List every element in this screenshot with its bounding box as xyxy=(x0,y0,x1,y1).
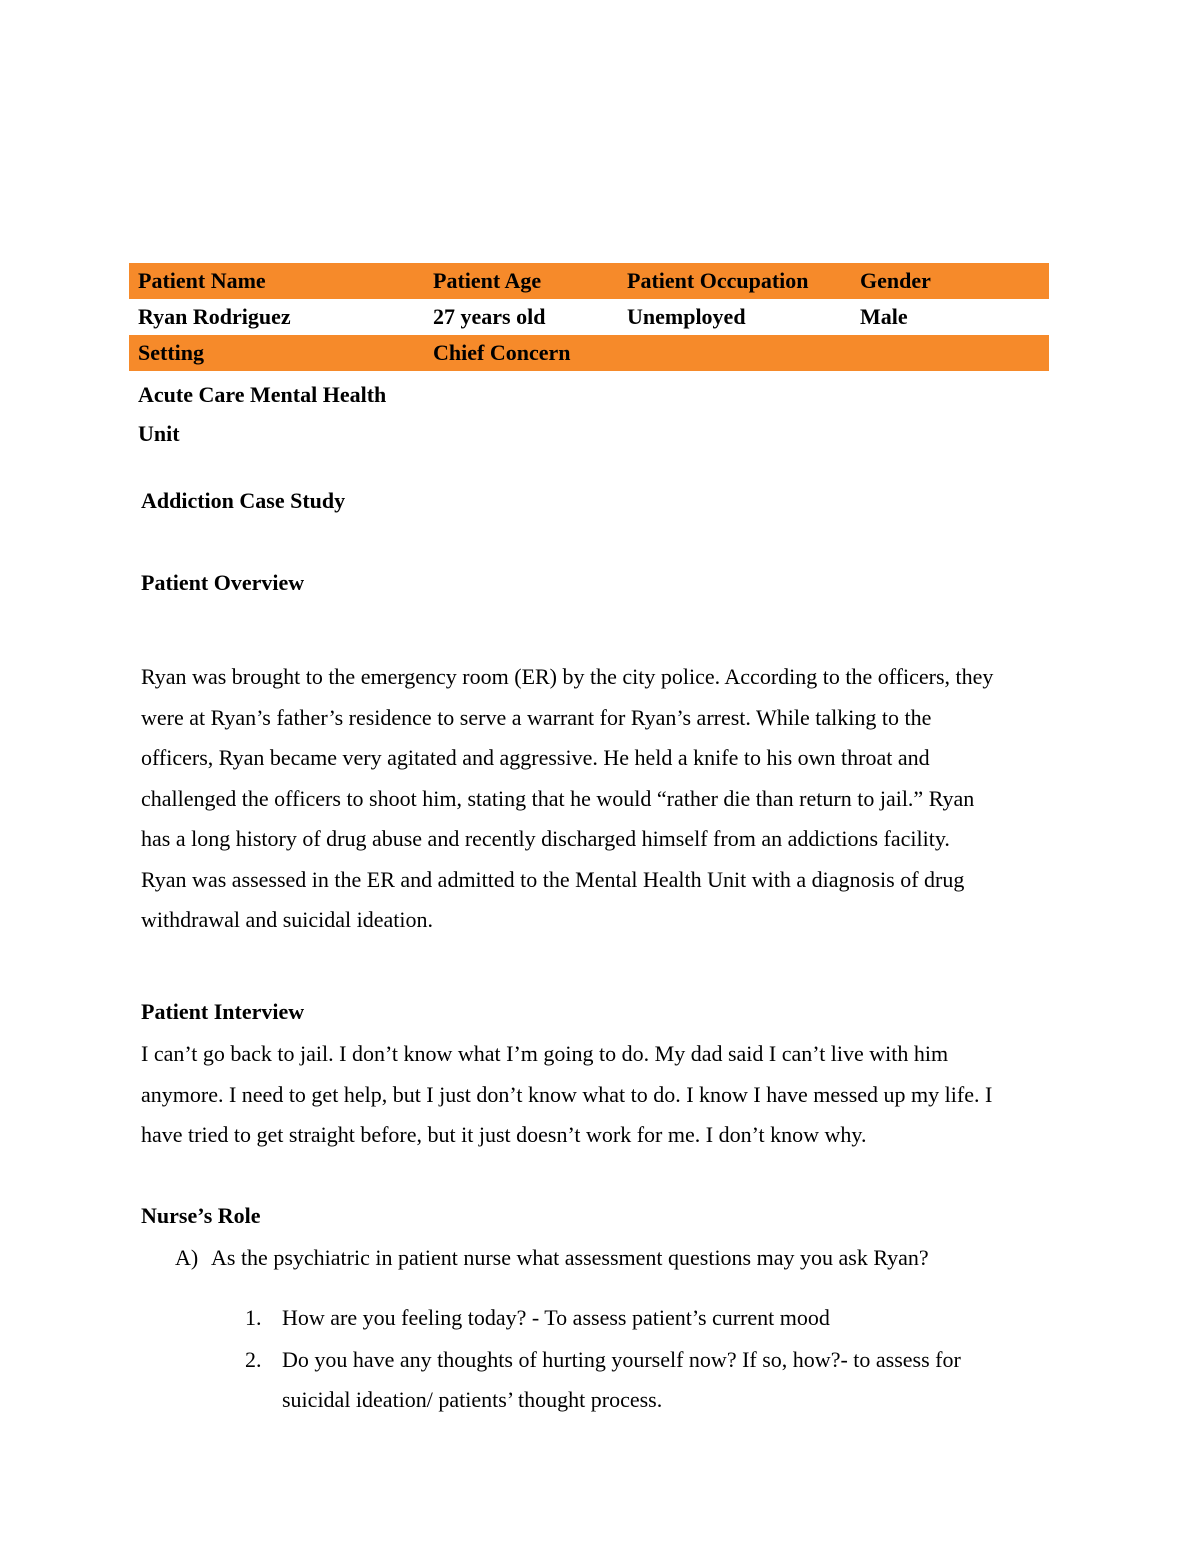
interview-line: I can’t go back to jail. I don’t know what I’m going to do. My dad said I can’t live with him xyxy=(141,1041,949,1066)
header-patient-occupation: Patient Occupation xyxy=(618,263,851,299)
document-title: Addiction Case Study xyxy=(141,488,346,513)
setting-line-1: Acute Care Mental Health xyxy=(138,382,387,407)
interview-line: have tried to get straight before, but it just doesn’t work for me. I don’t know why. xyxy=(141,1122,867,1147)
overview-line: officers, Ryan became very agitated and aggressive. He held a knife to his own throat and xyxy=(141,745,930,770)
question-line: suicidal ideation/ patients’ thought process. xyxy=(282,1387,663,1412)
value-gender: Male xyxy=(860,304,908,329)
table-row xyxy=(129,371,1049,453)
interview-paragraph xyxy=(141,1034,1061,1156)
list-item-number: 1. xyxy=(245,1305,262,1330)
table-row xyxy=(129,299,1049,335)
value-patient-name: Ryan Rodriguez xyxy=(138,304,291,329)
overview-line: has a long history of drug abuse and recently discharged himself from an addictions facility. xyxy=(141,826,950,851)
overview-line: challenged the officers to shoot him, stating that he would “rather die than return to jail.” Ryan xyxy=(141,785,975,811)
overview-heading: Patient Overview xyxy=(141,570,305,595)
list-item-label: A) xyxy=(175,1245,199,1270)
interview-heading: Patient Interview xyxy=(141,999,305,1024)
value-setting xyxy=(129,371,424,453)
header-chief-concern: Chief Concern xyxy=(424,335,618,371)
header-patient-name: Patient Name xyxy=(129,263,424,299)
question-line: Do you have any thoughts of hurting yourself now? If so, how?- to assess for xyxy=(282,1347,961,1372)
interview-line: anymore. I need to get help, but I just don’t know what to do. I know I have messed up my life. I xyxy=(141,1081,993,1107)
question-line: How are you feeling today? - To assess patient’s current mood xyxy=(282,1305,830,1330)
overview-paragraph xyxy=(141,657,1061,941)
table-header-row xyxy=(129,335,1049,371)
list-item-number: 2. xyxy=(245,1347,262,1372)
setting-line-2: Unit xyxy=(138,421,180,446)
header-gender: Gender xyxy=(851,263,1049,299)
nurse-role-heading: Nurse’s Role xyxy=(141,1203,261,1228)
list-item xyxy=(175,1241,929,1275)
patient-info-table xyxy=(129,263,1049,453)
assessment-questions-list xyxy=(245,1298,1045,1422)
header-setting: Setting xyxy=(129,335,424,371)
table-header-row xyxy=(129,263,1049,299)
overview-line: were at Ryan’s father’s residence to serve a warrant for Ryan’s arrest. While talking to the xyxy=(141,704,932,730)
overview-line: Ryan was assessed in the ER and admitted to the Mental Health Unit with a diagnosis of drug xyxy=(141,866,965,892)
list-item-text: As the psychiatric in patient nurse what assessment questions may you ask Ryan? xyxy=(211,1245,929,1270)
overview-line: withdrawal and suicidal ideation. xyxy=(141,907,434,932)
header-patient-age: Patient Age xyxy=(424,263,618,299)
list-item xyxy=(245,1340,1045,1420)
overview-line: Ryan was brought to the emergency room (ER) by the city police. According to the officers, they xyxy=(141,664,994,689)
value-patient-age: 27 years old xyxy=(433,304,546,329)
list-item xyxy=(245,1298,1045,1338)
value-patient-occupation: Unemployed xyxy=(627,304,746,329)
